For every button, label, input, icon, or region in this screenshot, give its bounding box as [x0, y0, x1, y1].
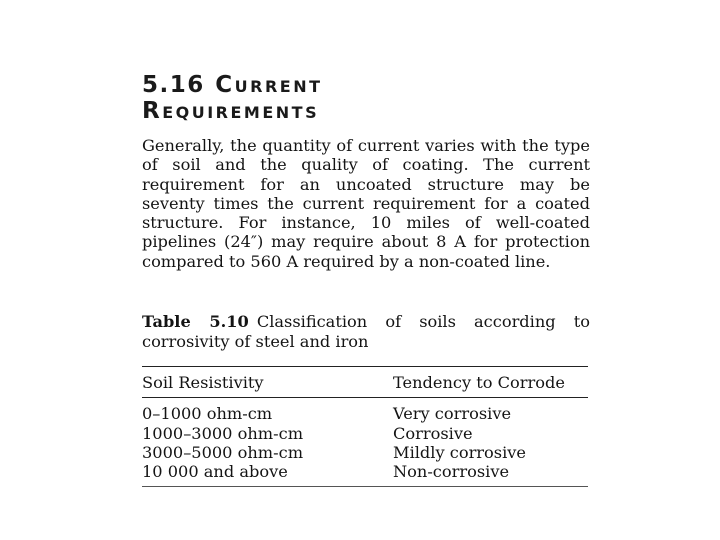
column-header-soil-resistivity: Soil Resistivity	[142, 373, 264, 392]
table-cell-tendency: Very corrosive	[393, 404, 512, 423]
table-top-rule	[142, 366, 588, 367]
section-heading	[142, 72, 442, 124]
table-caption	[142, 312, 590, 351]
section-number: 5.16	[142, 72, 205, 98]
section-title-line1: Current	[215, 72, 323, 98]
table-cell-tendency: Mildly corrosive	[393, 443, 527, 462]
section-title-line2: Requirements	[142, 98, 320, 124]
table-cell-tendency: Corrosive	[393, 424, 473, 443]
table-caption-text: Classification of soils according to corrosivity of steel and iron	[142, 312, 591, 351]
table-cell-resistivity: 0–1000 ohm-cm	[142, 404, 273, 423]
table-cell-tendency: Non-corrosive	[393, 462, 510, 481]
table-header-rule	[142, 397, 588, 398]
body-paragraph: Generally, the quantity of current varies with the type of soil and the quality of coating. The current requirement for an uncoated structure may be seventy times the current requirement for a coated structure. For instance, 10 miles of well-coated pipelines (24″) may require about 8 A for protection compared to 560 A required by a non-coated line.	[142, 136, 590, 271]
table-cell-resistivity: 10 000 and above	[142, 462, 288, 481]
table-cell-resistivity: 1000–3000 ohm-cm	[142, 424, 304, 443]
table-cell-resistivity: 3000–5000 ohm-cm	[142, 443, 304, 462]
table-label: Table 5.10	[142, 312, 249, 331]
column-header-tendency: Tendency to Corrode	[393, 373, 565, 392]
table-bottom-rule	[142, 486, 588, 487]
